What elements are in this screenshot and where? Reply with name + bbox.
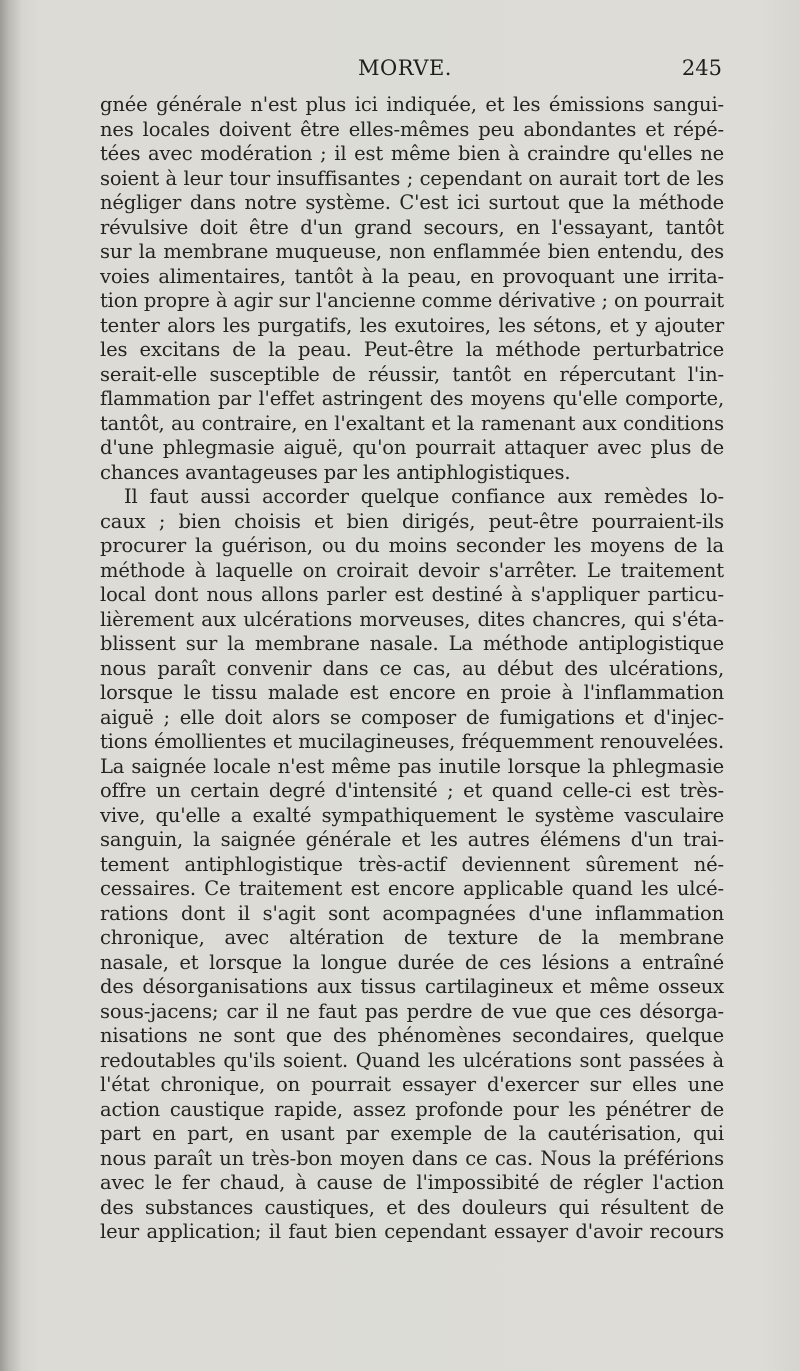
text-line: tions émollientes et mucilagineuses, fréquemment renouvelées. — [100, 730, 724, 753]
text-line: les excitans de la peau. Peut-être la méthode perturbatrice — [100, 338, 724, 361]
text-line: caux ; bien choisis et bien dirigés, peut-être pourraient-ils — [100, 509, 724, 533]
text-line: vive, qu'elle a exalté sympathiquement le système vasculaire — [100, 803, 724, 827]
text-line: négliger dans notre système. C'est ici surtout que la méthode — [100, 191, 724, 214]
text-line: sous-jacens; car il ne faut pas perdre de vue que ces désorga- — [100, 999, 724, 1023]
page-gutter-shadow — [0, 0, 22, 1371]
text-line: voies alimentaires, tantôt à la peau, en provoquant une irrita- — [100, 264, 724, 288]
text-line: d'une phlegmasie aiguë, qu'on pourrait attaquer avec plus de — [100, 436, 724, 459]
text-line: révulsive doit être d'un grand secours, en l'essayant, tantôt — [100, 215, 724, 239]
text-line: tées avec modération ; il est même bien à craindre qu'elles ne — [100, 142, 724, 165]
text-line: procurer la guérison, ou du moins seconder les moyens de la — [100, 534, 724, 557]
text-line: lièrement aux ulcérations morveuses, dites chancres, qui s'éta- — [100, 607, 724, 631]
text-line: aiguë ; elle doit alors se composer de fumigations et d'injec- — [100, 705, 724, 729]
text-line: cessaires. Ce traitement est encore applicable quand les ulcé- — [100, 877, 724, 900]
text-line: sanguin, la saignée générale et les autres élémens d'un trai- — [100, 828, 724, 851]
text-line: lorsque le tissu malade est encore en proie à l'inflammation — [100, 681, 724, 704]
text-line: part en part, en usant par exemple de la cautérisation, qui — [100, 1122, 724, 1145]
text-line: local dont nous allons parler est destiné à s'appliquer particu- — [100, 583, 724, 606]
text-line: tion propre à agir sur l'ancienne comme dérivative ; on pourrait — [100, 289, 724, 312]
running-title: MORVE. — [358, 56, 452, 80]
text-line: offre un certain degré d'intensité ; et quand celle-ci est très- — [100, 779, 724, 802]
text-line: redoutables qu'ils soient. Quand les ulcérations sont passées à — [100, 1048, 724, 1072]
text-line: nous paraît un très-bon moyen dans ce cas. Nous la préférions — [100, 1146, 724, 1170]
body-text — [100, 93, 724, 1245]
text-line: nes locales doivent être elles-mêmes peu abondantes et répé- — [100, 117, 724, 141]
text-line: leur application; il faut bien cependant essayer d'avoir recours — [100, 1220, 724, 1243]
text-line: soient à leur tour insuffisantes ; cependant on aurait tort de les — [100, 166, 724, 190]
page-header — [100, 56, 722, 88]
text-line: l'état chronique, on pourrait essayer d'exercer sur elles une — [100, 1073, 724, 1096]
text-line: La saignée locale n'est même pas inutile lorsque la phlegmasie — [100, 754, 724, 778]
text-line: chronique, avec altération de texture de la membrane — [100, 926, 724, 949]
page-number: 245 — [681, 56, 722, 80]
text-line: flammation par l'effet astringent des moyens qu'elle comporte, — [100, 387, 724, 410]
text-line: action caustique rapide, assez profonde pour les pénétrer de — [100, 1097, 724, 1121]
text-line: des substances caustiques, et des douleurs qui résultent de — [100, 1195, 724, 1219]
text-line: sur la membrane muqueuse, non enflammée bien entendu, des — [100, 240, 724, 263]
text-line: tenter alors les purgatifs, les exutoires, les sétons, et y ajouter — [100, 313, 724, 337]
text-line: chances avantageuses par les antiphlogistiques. — [100, 460, 571, 484]
text-line: nasale, et lorsque la longue durée de ces lésions a entraîné — [100, 950, 724, 974]
text-line: des désorganisations aux tissus cartilagineux et même osseux — [100, 975, 724, 998]
text-line: nous paraît convenir dans ce cas, au début des ulcérations, — [100, 656, 724, 680]
paragraph-start-line: Il faut aussi accorder quelque confiance aux remèdes lo- — [124, 485, 724, 508]
text-line: tement antiphlogistique très-actif deviennent sûrement né- — [100, 852, 724, 876]
text-line: tantôt, au contraire, en l'exaltant et la ramenant aux conditions — [100, 411, 724, 435]
text-line: avec le fer chaud, à cause de l'impossibité de régler l'action — [100, 1171, 724, 1194]
text-line: blissent sur la membrane nasale. La méthode antiplogistique — [100, 632, 724, 655]
text-line: nisations ne sont que des phénomènes secondaires, quelque — [100, 1024, 724, 1047]
text-line: rations dont il s'agit sont acompagnées d'une inflammation — [100, 901, 724, 925]
text-line: serait-elle susceptible de réussir, tantôt en répercutant l'in- — [100, 362, 724, 386]
text-line: gnée générale n'est plus ici indiquée, et les émissions sangui- — [100, 93, 724, 116]
text-line: méthode à laquelle on croirait devoir s'arrêter. Le traitement — [100, 558, 724, 582]
